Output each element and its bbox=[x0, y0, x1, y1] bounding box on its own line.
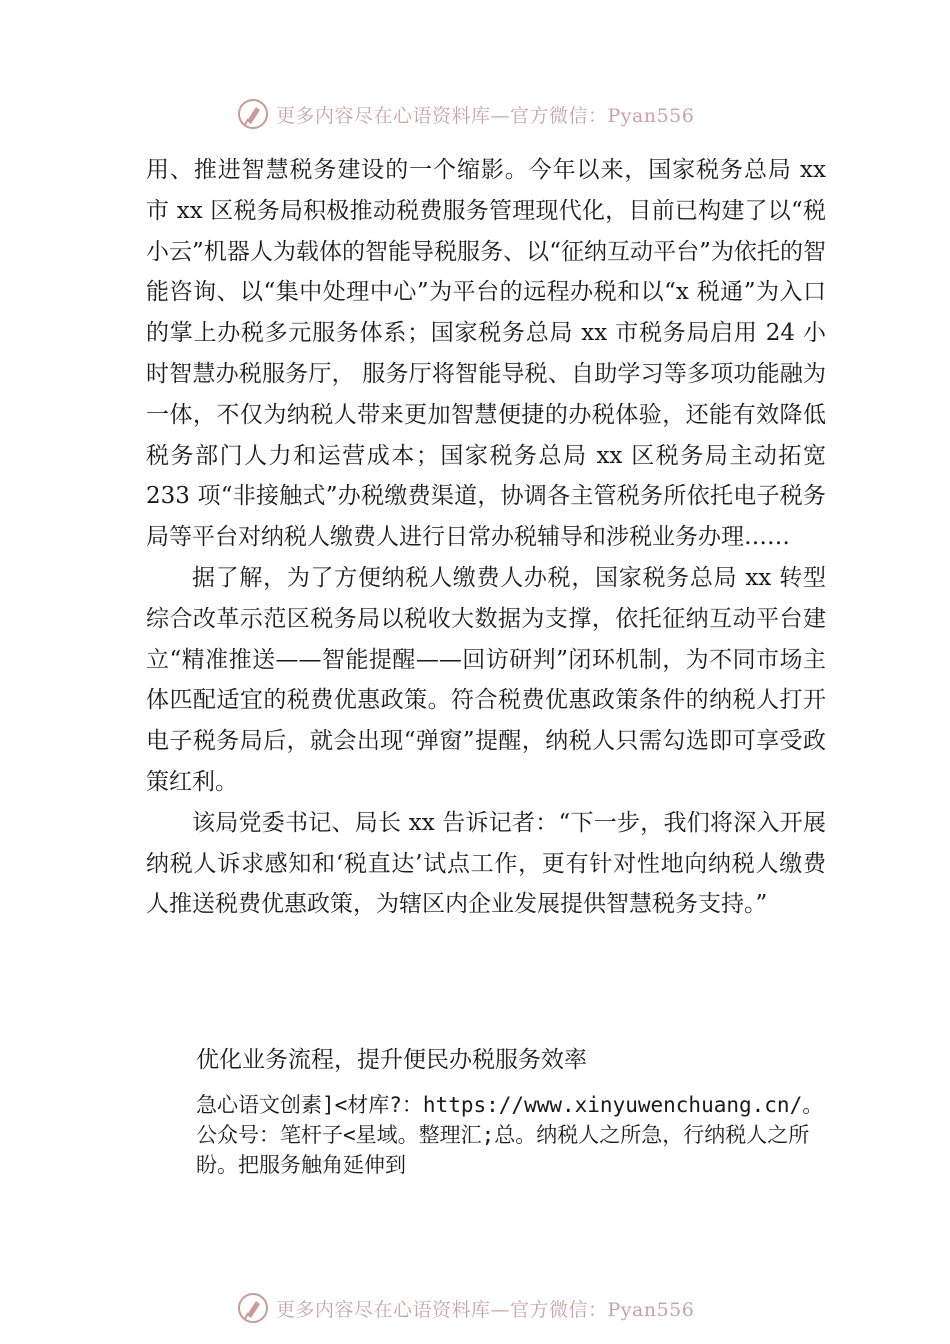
banner-text: 更多内容尽在心语资料库—官方微信：Pyan556 bbox=[276, 104, 695, 127]
paragraph-1: 用、推进智慧税务建设的一个缩影。今年以来，国家税务总局 xx 市 xx 区税务局积极推动税费服务管理现代化，目前已构建了以“税小云”机器人为载体的智能导税服务、以“征纳互动平台”为依托的智能咨询、以“集中处理中心”为平台的远程办税和以“x 税通”为入口的掌上办税多元服务体系；国家税务总局 xx 市税务局启用 24 小时智慧办税服务厅， 服务厅将智能导税、自助学习等多项功能融为一体，不仅为纳税人带来更加智慧便捷的办税体验，还能有效降低税务部门人力和运营成本；国家税务总局 xx 区税务局主动拓宽 233 项“非接触式”办税缴费渠道，协调各主管税务所依托电子税务局等平台对纳税人缴费人进行日常办税辅导和涉税业务办理…… bbox=[146, 157, 826, 551]
watermark-text-block: 急心语文创素]<材库?：https://www.xinyuwenchuang.cn/。公众号：笔杆子<星域。整理汇;总。纳税人之所急，行纳税人之所盼。把服务触角延伸到 bbox=[196, 1093, 824, 1177]
banner-text: 更多内容尽在心语资料库—官方微信：Pyan556 bbox=[276, 1298, 695, 1321]
paragraph-2: 据了解，为了方便纳税人缴费人办税，国家税务总局 xx 转型综合改革示范区税务局以税收大数据为支撑，依托征纳互动平台建立“精准推送——智能提醒——回访研判”闭环机制，为不同市场主体匹配适宜的税费优惠政策。符合税费优惠政策条件的纳税人打开电子税务局后，就会出现“弹窗”提醒，纳税人只需勾选即可享受政策红利。 bbox=[146, 564, 826, 795]
pen-nib-seal-icon bbox=[236, 1291, 270, 1325]
section-heading: 优化业务流程，提升便民办税服务效率 bbox=[196, 1047, 587, 1073]
footer-banner bbox=[0, 1288, 950, 1328]
pen-nib-seal-icon bbox=[236, 97, 270, 131]
article-body bbox=[146, 150, 826, 925]
header-banner bbox=[0, 94, 950, 134]
paragraph-3: 该局党委书记、局长 xx 告诉记者：“下一步，我们将深入开展纳税人诉求感知和‘税直达’试点工作，更有针对性地向纳税人缴费人推送税费优惠政策，为辖区内企业发展提供智慧税务支持。” bbox=[146, 809, 826, 918]
